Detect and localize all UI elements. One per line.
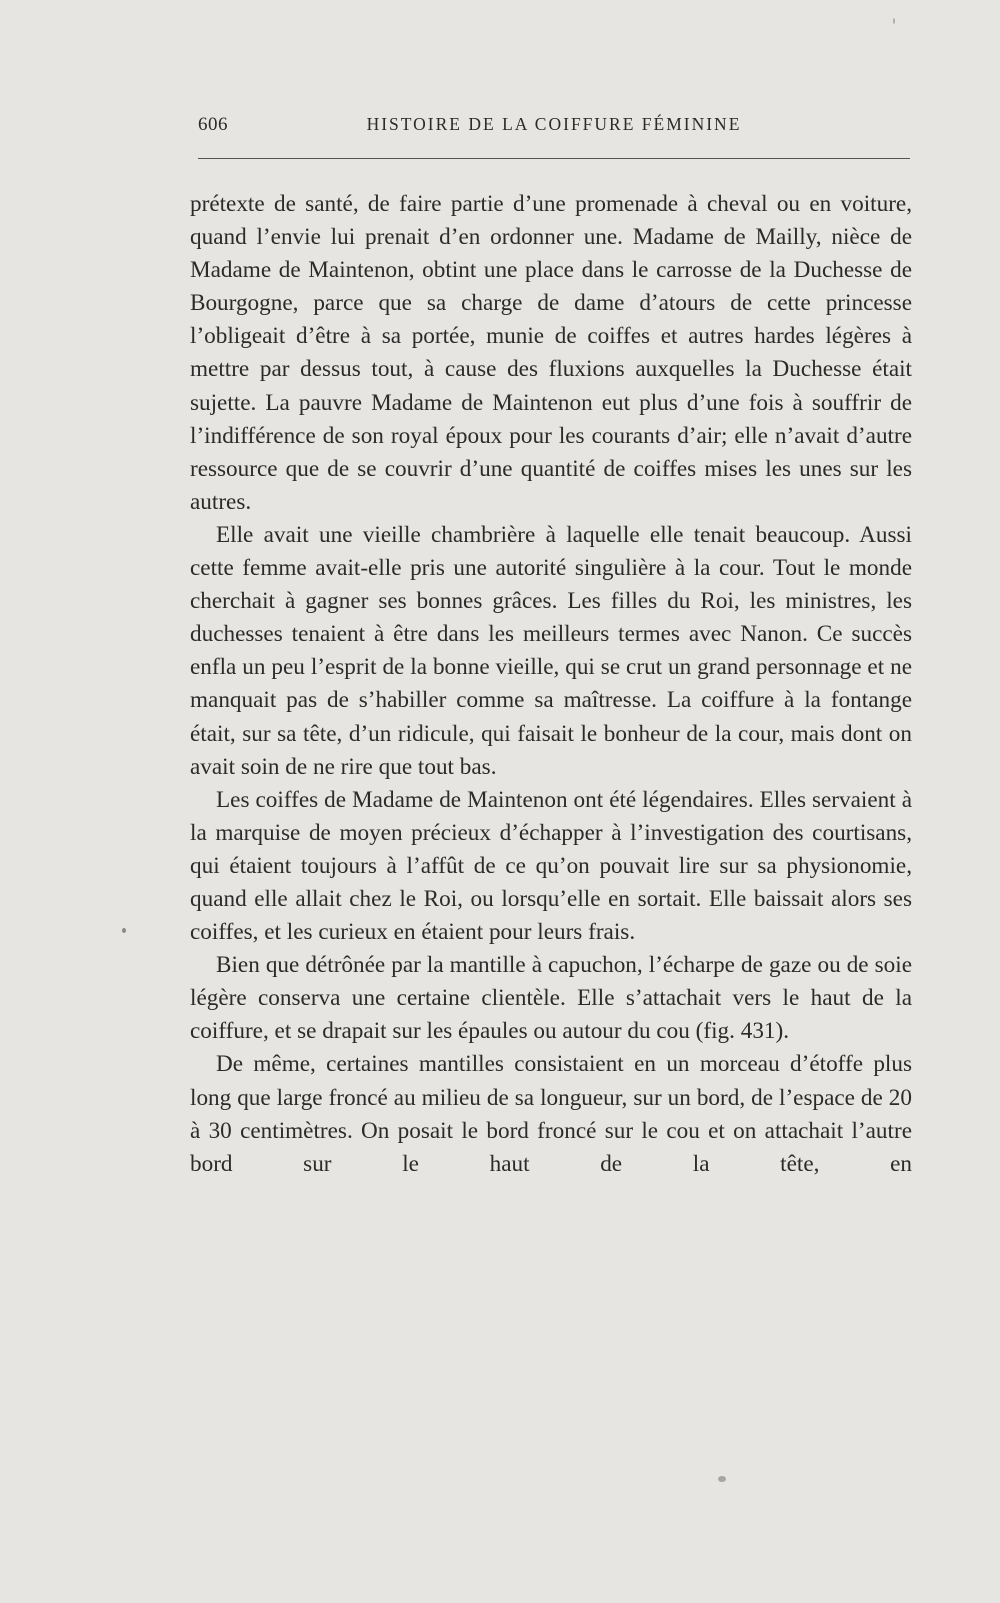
ink-speck: [893, 18, 895, 24]
paragraph-2: Elle avait une vieille chambrière à laquelle elle tenait beaucoup. Aussi cette femme avait-elle pris une autorité singulière à la cour. Tout le monde cherchait à gagner ses bonnes grâces. Les filles du Roi, les ministres, les duchesses tenaient à être dans les meilleurs termes avec Nanon. Ce succès enfla un peu l’esprit de la bonne vieille, qui se crut un grand personnage et ne manquait pas de s’habiller comme sa maîtresse. La coiffure à la fontange était, sur sa tête, d’un ridicule, qui faisait le bonheur de la cour, mais dont on avait soin de ne rire que tout bas.: [190, 521, 912, 780]
paragraph-3: Les coiffes de Madame de Maintenon ont été légendaires. Elles servaient à la marquise de moyen précieux d’échapper à l’investigation des courtisans, qui étaient toujours à l’affût de ce qu’on pouvait lire sur sa physionomie, quand elle allait chez le Roi, ou lorsqu’elle en sortait. Elle baissait alors ses coiffes, et les curieux en étaient pour leurs frais.: [190, 786, 912, 946]
ink-speck: [122, 928, 126, 933]
paragraph-5: De même, certaines mantilles consistaient en un morceau d’étoffe plus long que large froncé au milieu de sa longueur, sur un bord, de l’espace de 20 à 30 centimètres. On posait le bord froncé sur le cou et on attachait l’autre bord sur le haut de la tête, en: [190, 1051, 912, 1177]
header-rule: [198, 158, 910, 159]
paragraph-4: Bien que détrônée par la mantille à capuchon, l’écharpe de gaze ou de soie légère conserva une certaine clientèle. Elle s’attachait vers le haut de la coiffure, et se drapait sur les épaules ou autour du cou (fig. 431).: [190, 952, 912, 1045]
ink-speck: [718, 1476, 726, 1482]
page-number: 606: [198, 114, 228, 135]
body-text: [190, 188, 912, 1181]
paragraph-1: prétexte de santé, de faire partie d’une promenade à cheval ou en voiture, quand l’envie lui prenait d’en ordonner une. Madame de Mailly, nièce de Madame de Maintenon, obtint une place dans le carrosse de la Duchesse de Bourgogne, parce que sa charge de dame d’atours de cette princesse l’obligeait d’être à sa portée, munie de coiffes et autres hardes légères à mettre par dessus tout, à cause des fluxions auxquelles la Duchesse était sujette. La pauvre Madame de Maintenon eut plus d’une fois à souffrir de l’indifférence de son royal époux pour les courants d’air; elle n’avait d’autre ressource que de se couvrir d’une quantité de coiffes mises les unes sur les autres.: [190, 191, 912, 515]
running-head: [198, 112, 910, 142]
running-title: HISTOIRE DE LA COIFFURE FÉMININE: [366, 114, 742, 134]
